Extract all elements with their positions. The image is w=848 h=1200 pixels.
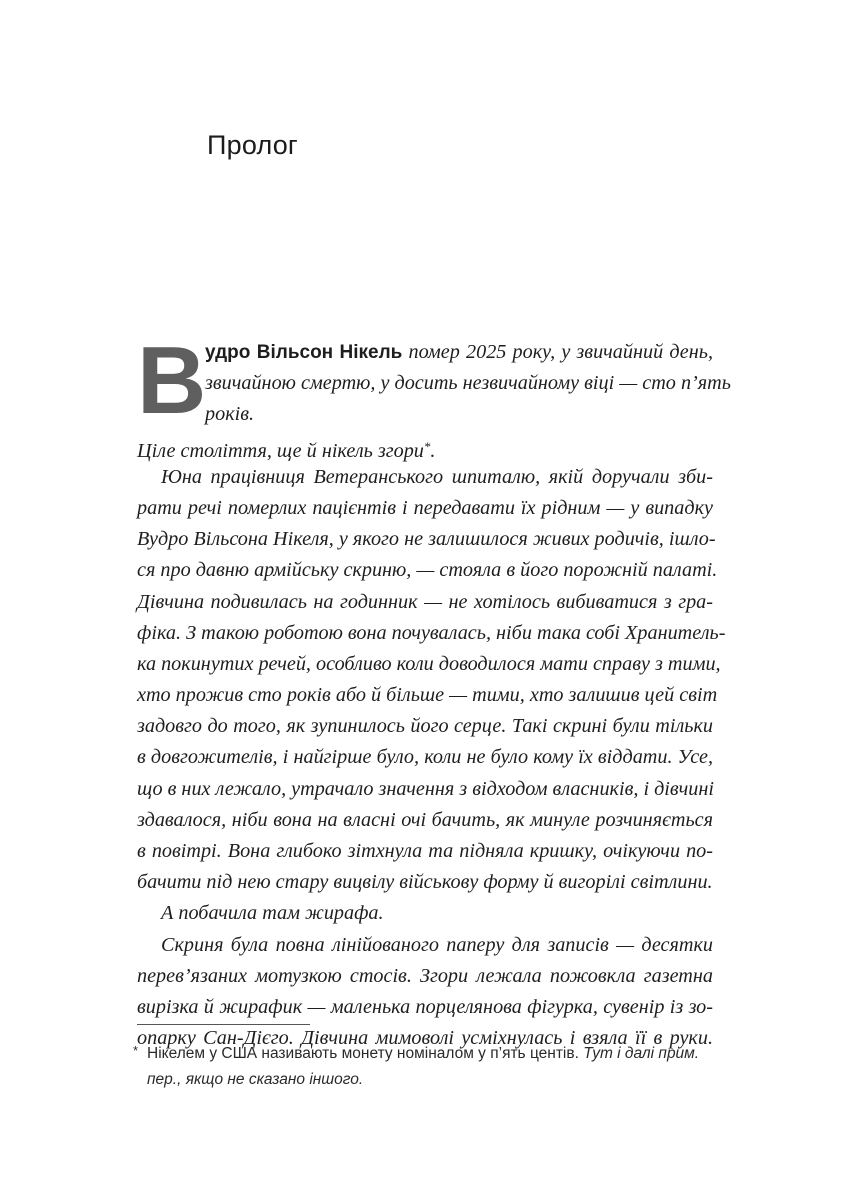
text-line: рати речі померлих пацієнтів і передавати їх рідним — у випадку xyxy=(137,496,713,519)
text-line: фіка. З такою роботою вона почувалась, ніби така собі Хранитель- xyxy=(137,621,726,644)
footnote xyxy=(133,1041,717,1093)
text-line: задовго до того, як зупинилось його серце. Такі скрині були тільки xyxy=(137,715,713,738)
footnote-note: Тут і далі прим. xyxy=(583,1045,700,1062)
text-line: Скриня була повна лінійованого паперу для записів — десятки xyxy=(161,933,713,956)
text-line: звичайною смертю, у досить незвичайному віці — сто п’ять xyxy=(205,372,731,395)
text-line: Юна працівниця Ветеранського шпиталю, якій доручали зби- xyxy=(161,465,713,488)
text-line: хто прожив сто років або й більше — тими, хто залишив цей світ xyxy=(137,684,718,707)
text-span: Ціле століття, ще й нікель згори xyxy=(137,439,424,462)
footnote-note: пер., якщо не сказано іншого. xyxy=(147,1071,364,1088)
text-line: ка покинутих речей, особливо коли доводилося мати справу з тими, xyxy=(137,652,721,675)
text-line: здавалося, ніби вона на власні очі бачить, як минуле розчиняється xyxy=(137,808,713,831)
footnote-reference[interactable]: * xyxy=(423,438,431,454)
text-line: Дівчина подивилась на годинник — не хотілось вибиватися з гра- xyxy=(137,590,713,613)
text-line: перев’язаних мотузкою стосів. Згори лежала пожовкла газетна xyxy=(137,964,713,987)
text-line xyxy=(205,337,713,368)
text-line: вирізка й жирафик — маленька порцелянова фігурка, сувенір із зо- xyxy=(137,995,713,1018)
paragraph-chest xyxy=(137,930,713,1055)
text-line: Вудро Вільсона Нікеля, у якого не залишилося живих родичів, ішло- xyxy=(137,528,716,551)
text-span: . xyxy=(430,439,436,462)
text-span: помер 2025 року, у звичайний день, xyxy=(402,341,713,363)
drop-cap: В xyxy=(137,327,207,434)
text-line: років. xyxy=(205,403,255,426)
paragraph-opening xyxy=(137,327,731,434)
chapter-title: Пролог xyxy=(207,130,298,161)
footnote-divider xyxy=(137,1024,310,1025)
text-line: що в них лежало, утрачало значення з відходом власників, і дівчині xyxy=(137,777,715,800)
lead-in-bold: удро Вільсон Нікель xyxy=(205,342,403,363)
paragraph-century xyxy=(137,431,713,462)
footnote-marker: * xyxy=(133,1043,139,1058)
footnote-body xyxy=(137,1041,717,1093)
paragraph-giraffe: А побачила там жирафа. xyxy=(161,902,384,925)
text-line: в повітрі. Вона глибоко зітхнула та підняла кришку, очікуючи по- xyxy=(137,840,713,863)
body-text xyxy=(137,327,731,1054)
paragraph-worker xyxy=(137,462,726,899)
text-line: опарку Сан-Дієго. Дівчина мимоволі усміхнулась і взяла її в руки. xyxy=(137,1027,713,1050)
footnote-text: Нікелем у США називають монету номіналом у п’ять центів. xyxy=(147,1045,579,1062)
opening-lines xyxy=(205,337,731,431)
text-line: ся про давню армійську скриню, — стояла в його порожній палаті. xyxy=(137,559,718,582)
text-line: бачити під нею стару вицвілу військову форму й вигорілі світлини. xyxy=(137,871,713,894)
text-line: в довгожителів, і найгірше було, коли не було кому їх віддати. Усе, xyxy=(137,746,713,769)
